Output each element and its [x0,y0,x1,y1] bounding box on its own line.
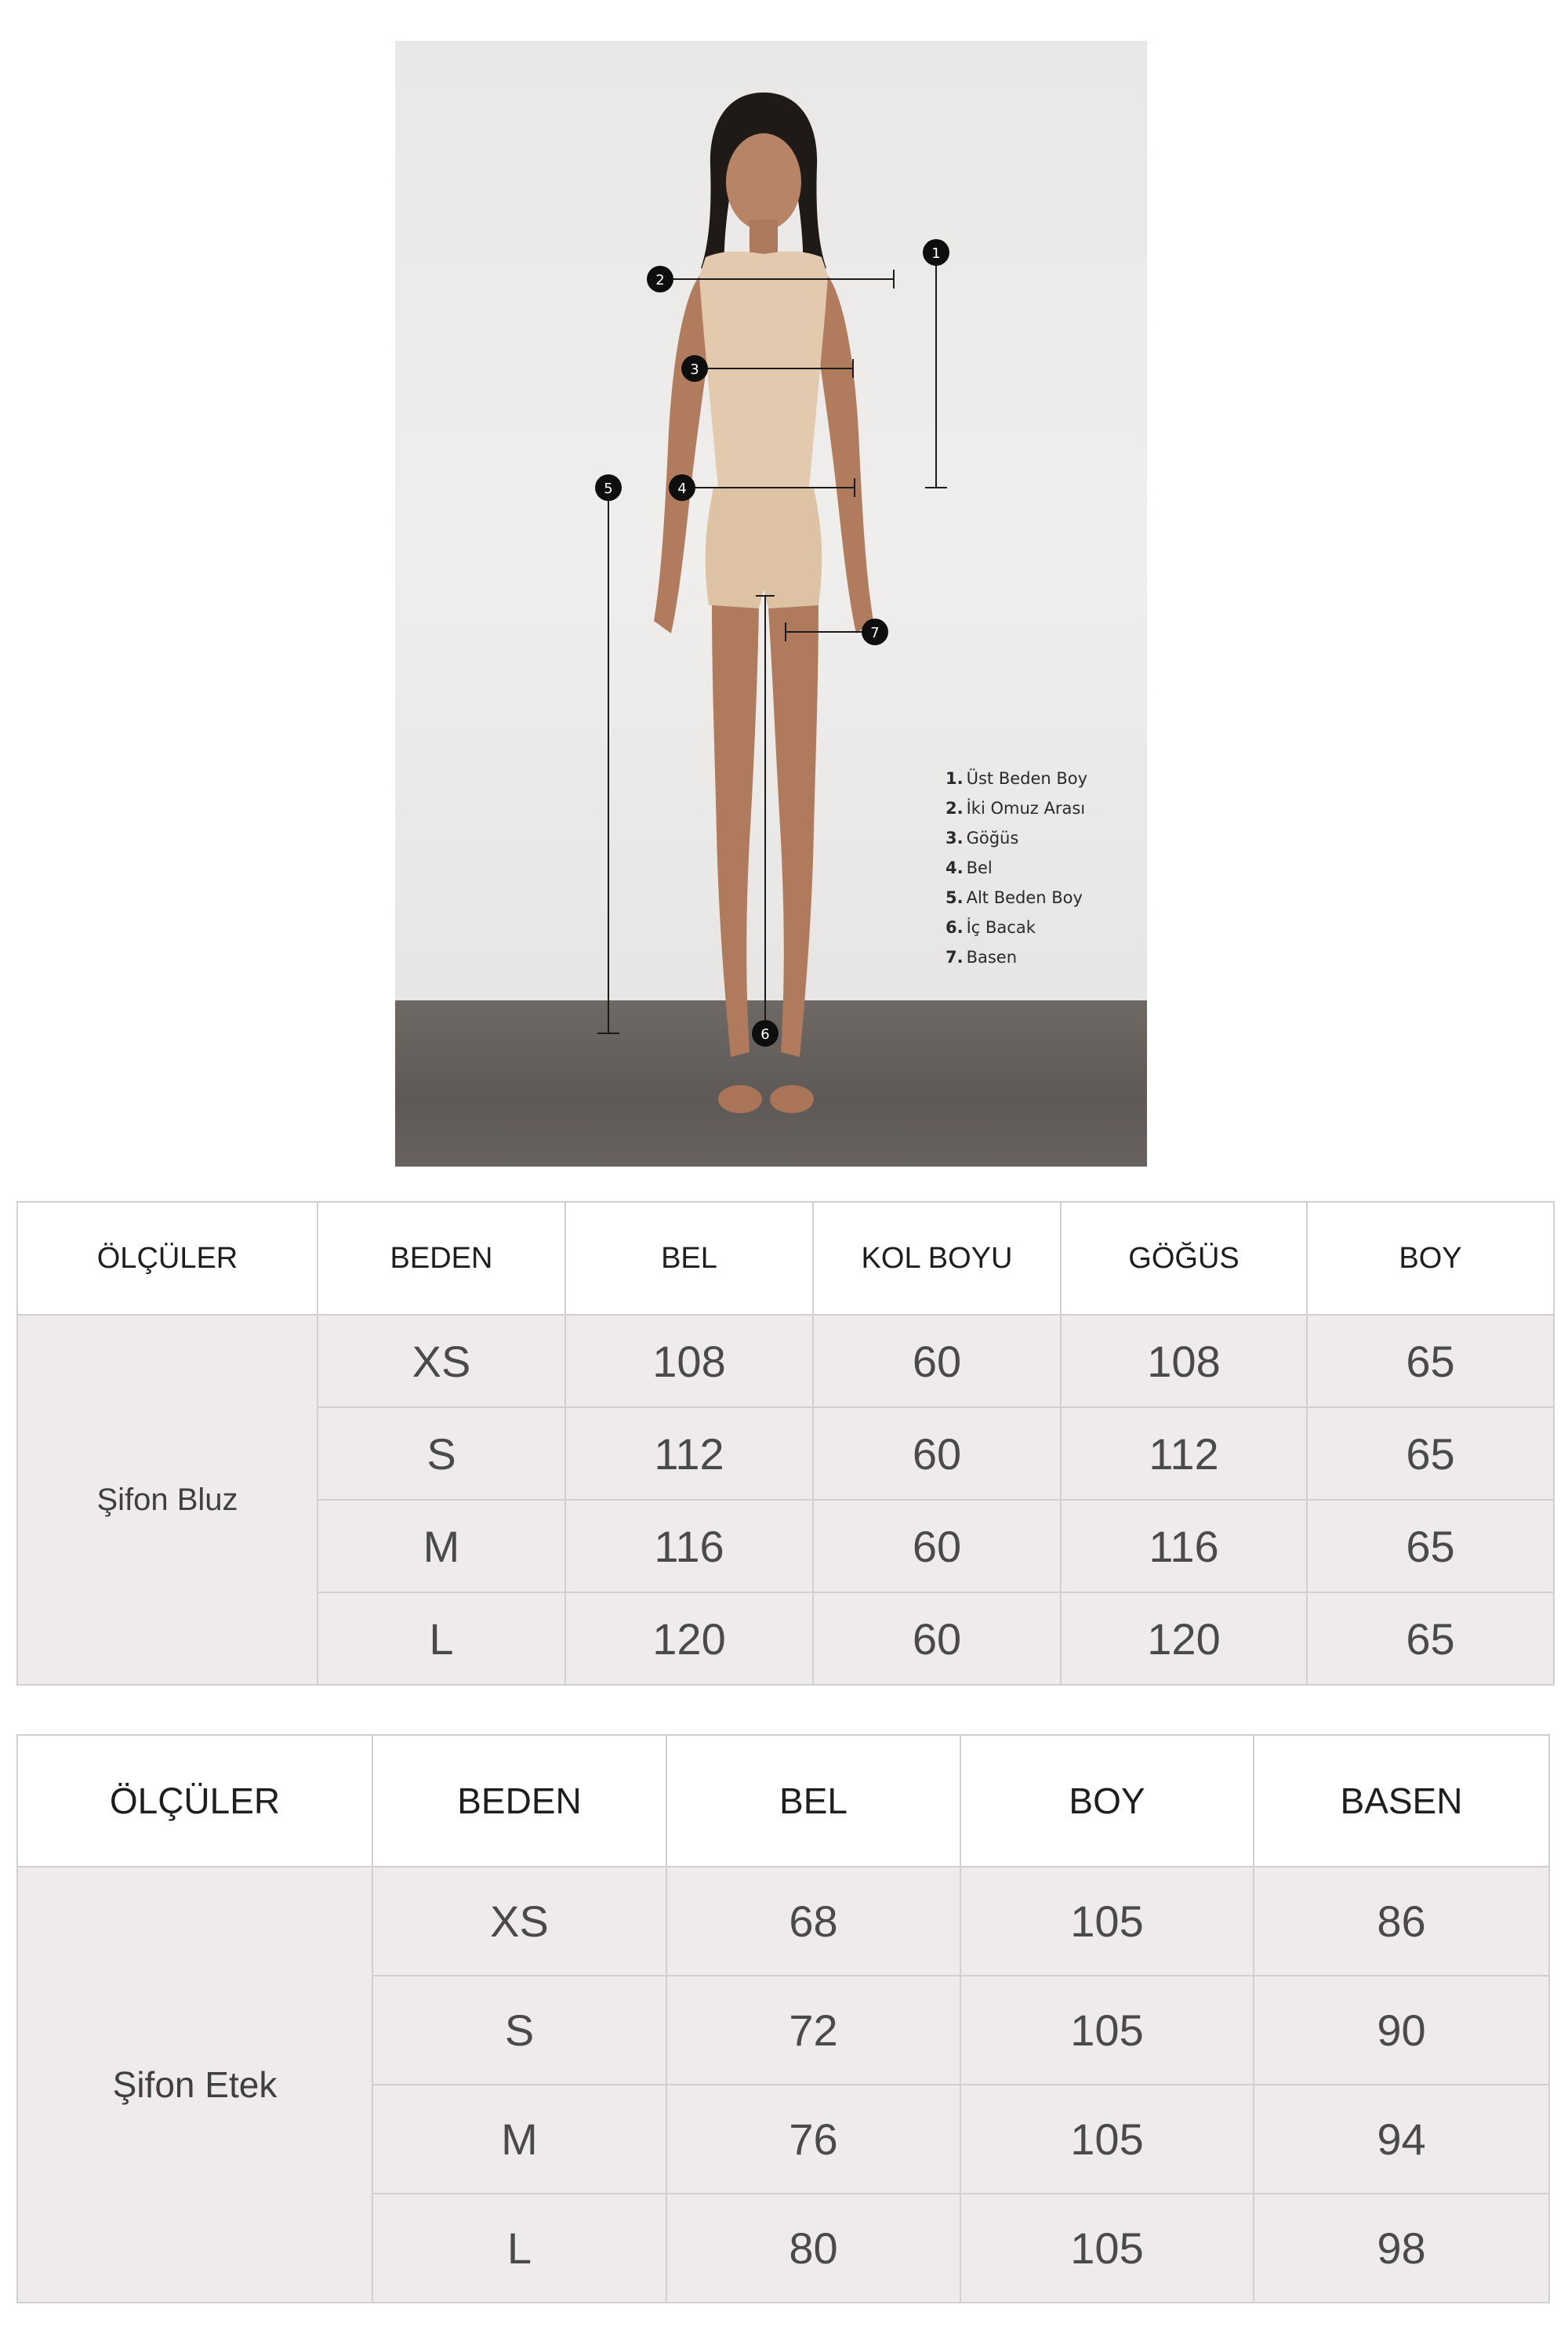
cell-beden: S [318,1407,565,1500]
cell-boy: 65 [1307,1315,1554,1407]
marker-6 [752,1020,779,1047]
cell-kol-boyu: 60 [813,1592,1061,1685]
cell-beden: XS [318,1315,565,1407]
cell-gogus: 116 [1061,1500,1307,1592]
table-header-row [17,1735,1549,1867]
product-name: Şifon Etek [17,1867,372,2303]
legend-item: 3. Göğüs [946,829,1019,848]
marker-1-label: 1 [931,245,941,262]
table-row [17,1315,1554,1407]
cell-boy: 65 [1307,1407,1554,1500]
marker-5-label: 5 [604,481,613,497]
product-name: Şifon Bluz [17,1315,318,1685]
header-kol-boyu: KOL BOYU [813,1202,1061,1315]
cell-kol-boyu: 60 [813,1407,1061,1500]
header-bel: BEL [565,1202,813,1315]
cell-beden: M [372,2085,666,2194]
table-header-row [17,1202,1554,1315]
header-boy: BOY [1307,1202,1554,1315]
marker-1 [923,239,949,266]
legend-item: 4. Bel [946,858,993,877]
measurement-legend [946,764,1087,972]
marker-7 [862,619,888,645]
cell-boy: 105 [960,1976,1254,2085]
marker-4-label: 4 [677,481,687,497]
cell-basen: 94 [1254,2085,1549,2194]
legend-item: 2. İki Omuz Arası [946,799,1086,818]
skirt-size-table [16,1734,1550,2303]
header-olculer: ÖLÇÜLER [17,1735,372,1867]
header-beden: BEDEN [318,1202,565,1315]
marker-2 [647,266,673,292]
cell-bel: 108 [565,1315,813,1407]
marker-4 [669,474,695,501]
cell-boy: 105 [960,2194,1254,2303]
cell-basen: 86 [1254,1867,1549,1976]
marker-7-label: 7 [870,625,880,641]
legend-item: 7. Basen [946,948,1018,967]
cell-gogus: 108 [1061,1315,1307,1407]
cell-gogus: 120 [1061,1592,1307,1685]
cell-bel: 116 [565,1500,813,1592]
cell-kol-boyu: 60 [813,1315,1061,1407]
cell-boy: 105 [960,2085,1254,2194]
cell-bel: 112 [565,1407,813,1500]
header-olculer: ÖLÇÜLER [17,1202,318,1315]
legend-item: 5. Alt Beden Boy [946,888,1083,907]
header-beden: BEDEN [372,1735,666,1867]
marker-6-label: 6 [760,1026,770,1043]
cell-bel: 72 [666,1976,960,2085]
blouse-size-table [16,1201,1555,1686]
cell-boy: 65 [1307,1592,1554,1685]
cell-bel: 80 [666,2194,960,2303]
cell-beden: S [372,1976,666,2085]
marker-5 [595,474,622,501]
cell-boy: 65 [1307,1500,1554,1592]
header-gogus: GÖĞÜS [1061,1202,1307,1315]
cell-beden: M [318,1500,565,1592]
cell-beden: L [372,2194,666,2303]
legend-item: 6. İç Bacak [946,918,1036,937]
cell-bel: 68 [666,1867,960,1976]
marker-2-label: 2 [655,272,665,289]
cell-bel: 120 [565,1592,813,1685]
cell-gogus: 112 [1061,1407,1307,1500]
measurement-guide-image [395,41,1147,1167]
model-figure [654,93,873,1113]
header-boy: BOY [960,1735,1254,1867]
header-basen: BASEN [1254,1735,1549,1867]
cell-bel: 76 [666,2085,960,2194]
table-row [17,1867,1549,1976]
cell-basen: 90 [1254,1976,1549,2085]
cell-kol-boyu: 60 [813,1500,1061,1592]
legend-item: 1. Üst Beden Boy [946,769,1088,788]
model-illustration [395,41,1147,1167]
marker-3-label: 3 [690,361,699,378]
cell-boy: 105 [960,1867,1254,1976]
marker-3 [681,355,708,382]
cell-beden: L [318,1592,565,1685]
cell-basen: 98 [1254,2194,1549,2303]
header-bel: BEL [666,1735,960,1867]
cell-beden: XS [372,1867,666,1976]
